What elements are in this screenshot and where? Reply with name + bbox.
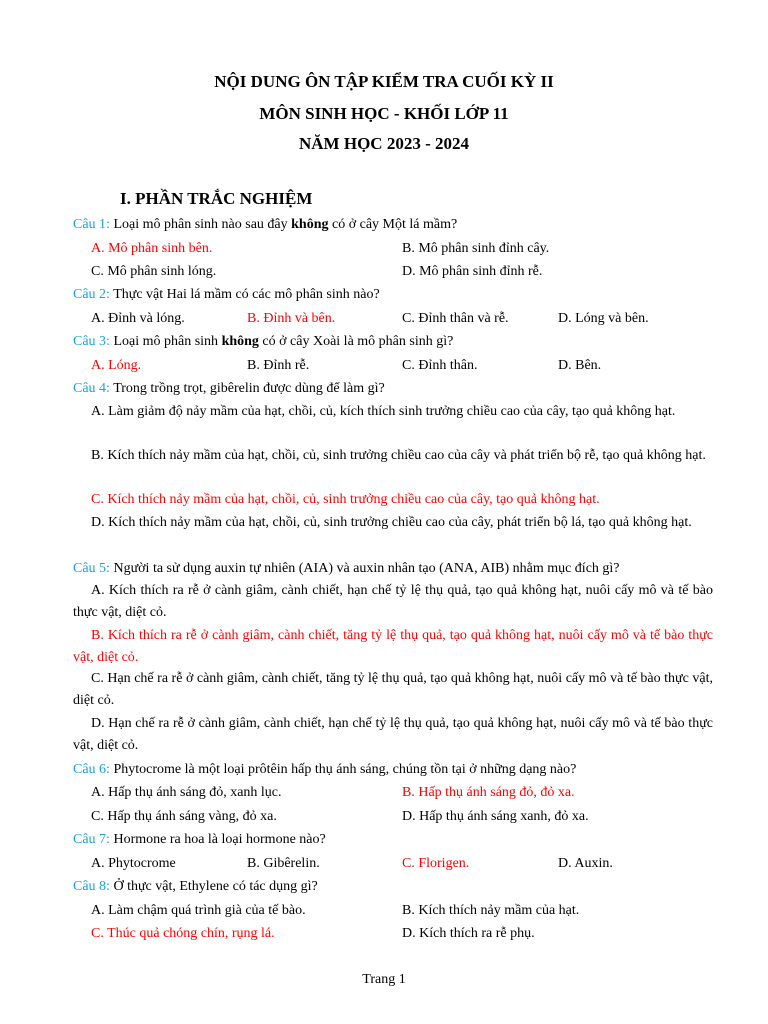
answer-a: A. Kích thích ra rễ ở cành giâm, cành chiết, hạn chế tỷ lệ thụ quả, tạo quả không hạt, nuôi cấy mô và tế bào thực vật, diệt cỏ. <box>73 583 713 620</box>
answer-b: B. Kích thích ra rễ ở cành giâm, cành chiết, tăng tỷ lệ thụ quả, tạo quả không hạt, nuôi cấy mô và tế bào thực vật, diệt cỏ. <box>73 628 713 665</box>
answer-d: D. Auxin. <box>558 856 613 871</box>
answer-c: C. Florigen. <box>402 856 470 871</box>
answer-b: B. Đỉnh rễ. <box>247 358 310 373</box>
answer-c: C. Hạn chế ra rễ ở cành giâm, cành chiết, tăng tỷ lệ thụ quả, tạo quả không hạt, nuôi cấy mô và tế bào thực vật, diệt cỏ. <box>73 671 713 708</box>
question-emphasis: không <box>221 334 259 349</box>
question-6 <box>73 761 576 779</box>
answer-a: A. Phytocrome <box>91 856 176 871</box>
page-number: Trang 1 <box>362 972 406 987</box>
answer-c: C. Thúc quả chóng chín, rụng lá. <box>91 926 275 941</box>
answer-d: D. Mô phân sinh đỉnh rễ. <box>402 264 543 279</box>
answer-b: B. Đỉnh và bên. <box>247 311 336 326</box>
question-label: Câu 4: <box>73 381 110 396</box>
question-2 <box>73 286 380 304</box>
answer-d: D. Bên. <box>558 358 602 373</box>
answer-b: B. Hấp thụ ánh sáng đỏ, đỏ xa. <box>402 785 575 800</box>
question-text: Người ta sử dụng auxin tự nhiên (AIA) và auxin nhân tạo (ANA, AIB) nhằm mục đích gì? <box>109 561 620 576</box>
question-text: Trong trồng trọt, gibêrelin được dùng để làm gì? <box>109 381 385 396</box>
question-text: Loại mô phân sinh nào sau đây <box>109 217 292 232</box>
answer-b: B. Mô phân sinh đỉnh cây. <box>402 241 550 256</box>
question-label: Câu 6: <box>73 762 110 777</box>
question-1 <box>73 216 457 234</box>
question-label: Câu 1: <box>73 217 110 232</box>
question-8 <box>73 878 318 896</box>
answer-c: C. Đỉnh thân và rễ. <box>402 311 509 326</box>
question-label: Câu 5: <box>73 561 110 576</box>
question-text: Phytocrome là một loại prôtêin hấp thụ ánh sáng, chúng tồn tại ở những dạng nào? <box>109 762 577 777</box>
answer-d: D. Hạn chế ra rễ ở cành giâm, cành chiết, hạn chế tỷ lệ thụ quả, tạo quả không hạt, nuôi cấy mô và tế bào thực vật, diệt cỏ. <box>73 716 713 753</box>
answer-d: D. Kích thích ra rễ phụ. <box>402 926 535 941</box>
answer-d: D. Hấp thụ ánh sáng xanh, đỏ xa. <box>402 809 589 824</box>
question-3 <box>73 333 453 351</box>
question-label: Câu 2: <box>73 287 110 302</box>
question-text: có ở cây Xoài là mô phân sinh gì? <box>258 334 454 349</box>
doc-title-line3: NĂM HỌC 2023 - 2024 <box>299 134 469 153</box>
question-text: Hormone ra hoa là loại hormone nào? <box>109 832 326 847</box>
answer-b: B. Gibêrelin. <box>247 856 320 871</box>
answer-a: A. Làm giảm độ nảy mầm của hạt, chồi, củ, kích thích sinh trưởng chiều cao của cây, tạo quả không hạt. <box>91 404 676 419</box>
doc-title-line1: NỘI DUNG ÔN TẬP KIỂM TRA CUỐI KỲ II <box>214 72 554 91</box>
question-text: Ở thực vật, Ethylene có tác dụng gì? <box>109 879 318 894</box>
question-text: có ở cây Một lá mầm? <box>328 217 458 232</box>
section-title: I. PHẦN TRẮC NGHIỆM <box>120 189 313 208</box>
question-emphasis: không <box>291 217 329 232</box>
answer-a: A. Lóng. <box>91 358 142 373</box>
question-label: Câu 3: <box>73 334 110 349</box>
doc-title-line2: MÔN SINH HỌC - KHỐI LỚP 11 <box>259 104 509 123</box>
answer-a: A. Đỉnh và lóng. <box>91 311 185 326</box>
answer-c: C. Đỉnh thân. <box>402 358 478 373</box>
question-label: Câu 7: <box>73 832 110 847</box>
question-text: Thực vật Hai lá mầm có các mô phân sinh nào? <box>109 287 380 302</box>
answer-c: C. Kích thích nảy mầm của hạt, chồi, củ, sinh trưởng chiều cao của cây, tạo quả không hạt. <box>91 492 600 507</box>
answer-a: A. Làm chậm quá trình già của tế bào. <box>91 903 306 918</box>
question-5 <box>73 560 620 578</box>
answer-d: D. Kích thích nảy mầm của hạt, chồi, củ, sinh trưởng chiều cao của cây, phát triển bộ lá, tạo quả không hạt. <box>91 515 692 530</box>
question-text: Loại mô phân sinh <box>109 334 222 349</box>
answer-c: C. Hấp thụ ánh sáng vàng, đỏ xa. <box>91 809 277 824</box>
question-4 <box>73 380 385 398</box>
question-7 <box>73 831 326 849</box>
answer-b: B. Kích thích nảy mầm của hạt, chồi, củ, sinh trưởng chiều cao của cây và phát triển bộ rễ, tạo quả không hạt. <box>91 448 706 463</box>
answer-c: C. Mô phân sinh lóng. <box>91 264 217 279</box>
answer-b: B. Kích thích nảy mầm của hạt. <box>402 903 580 918</box>
question-label: Câu 8: <box>73 879 110 894</box>
answer-a: A. Hấp thụ ánh sáng đỏ, xanh lục. <box>91 785 282 800</box>
answer-d: D. Lóng và bên. <box>558 311 649 326</box>
answer-a: A. Mô phân sinh bên. <box>91 241 213 256</box>
